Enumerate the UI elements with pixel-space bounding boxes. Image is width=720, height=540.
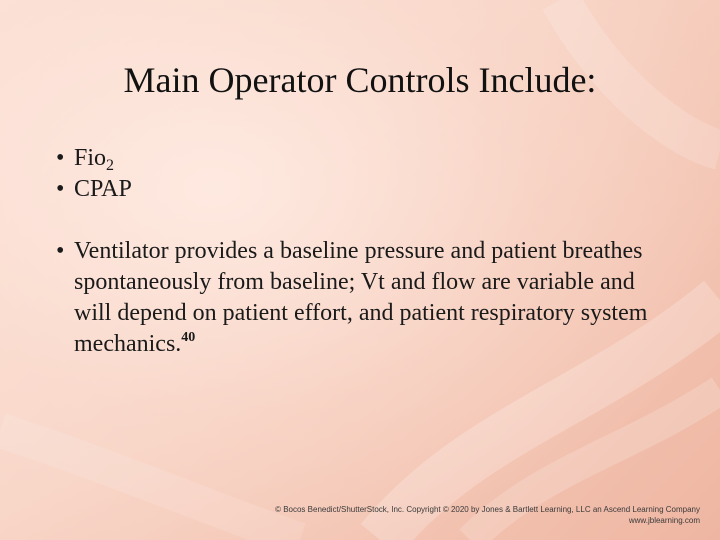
slide-title: Main Operator Controls Include: [123,60,597,100]
bullet-subscript: 2 [106,157,115,174]
bullet-marker: • [56,238,65,264]
credit-line-2: www.jblearning.com [628,516,700,525]
bullet-list [56,143,676,360]
bullet-ventilator-description [56,236,676,360]
bullet-cpap [56,174,676,205]
bullet-text: Ventilator provides a baseline pressure and patient breathes spontaneously from baseline; Vt and flow are variable and will depend on patient effort, and patient respiratory system mechanics. [74,238,648,357]
bullet-marker: • [56,176,65,202]
bullet-text: Fio [74,145,107,171]
citation-superscript: 40 [181,330,196,345]
bullet-text: CPAP [74,176,132,202]
credit-line-1: © Bocos Benedict/ShutterStock, Inc. Copyright © 2020 by Jones & Bartlett Learning, LLC an Ascend Learning Company [275,505,700,514]
bullet-marker: • [56,145,65,171]
copyright-credit [275,504,700,526]
bullet-fio2 [56,143,676,174]
